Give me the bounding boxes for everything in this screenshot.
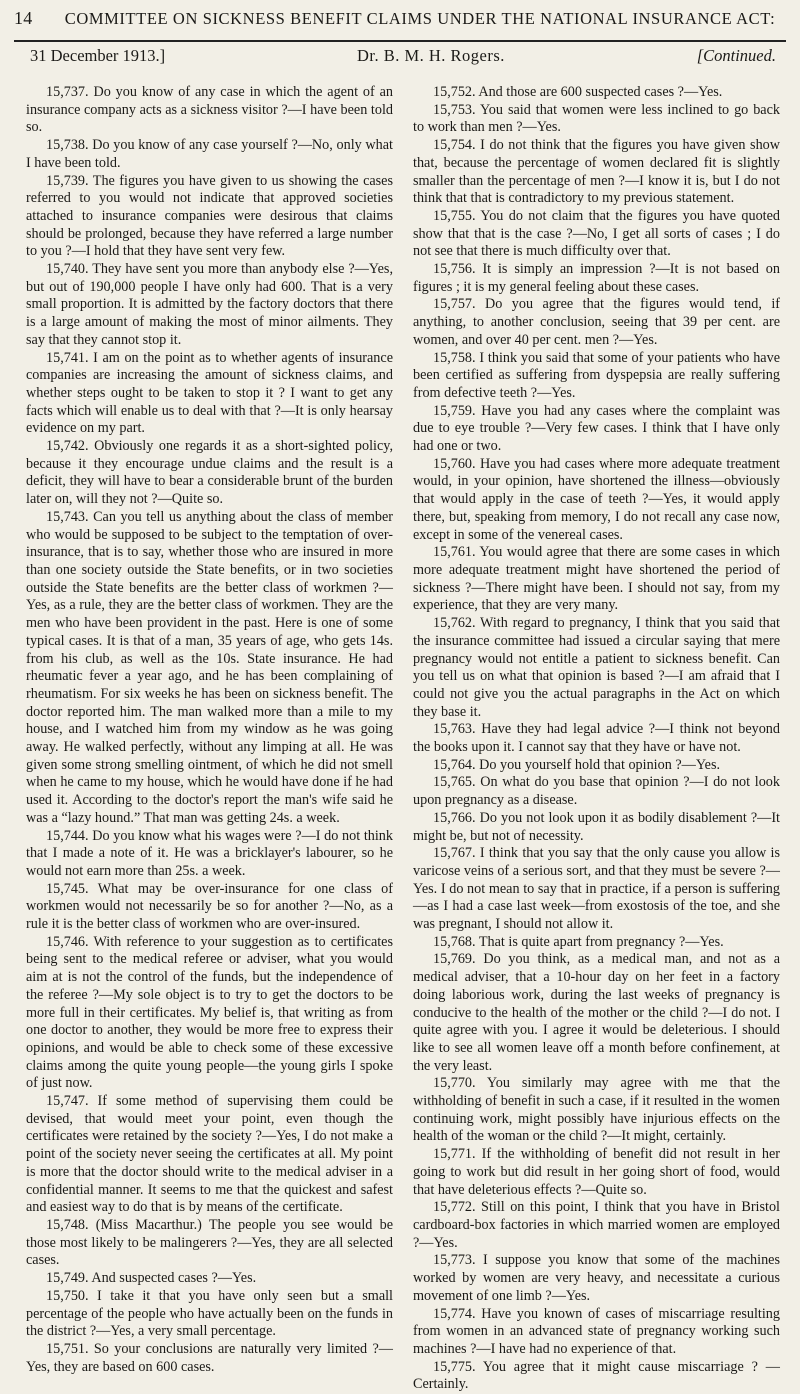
question-paragraph: 15,767. I think that you say that the only cause you allow is varicose veins of a serious sort, and that they must be severe ?—Yes. I do not mean to say that in practice, if a person is suffering—as I had a case last week—from exostosis of the toe, and she was pregnant, I should not allow it. [413, 845, 780, 933]
question-paragraph: 15,763. Have they had legal advice ?—I think not beyond the books upon it. I cannot say that they have or have not. [413, 721, 780, 756]
left-column [26, 84, 393, 1394]
page-number: 14 [14, 8, 33, 28]
question-paragraph: 15,766. Do you not look upon it as bodily disablement ?—It might be, but not of necessity. [413, 809, 780, 844]
header-rule [14, 40, 786, 42]
witness-name: Dr. B. M. H. Rogers. [356, 46, 505, 65]
question-paragraph: 15,765. On what do you base that opinion ?—I do not look upon pregnancy as a disease. [413, 774, 780, 809]
question-paragraph: 15,774. Have you known of cases of miscarriage resulting from women in an advanced state of pregnancy working such machines ?—I have had no experience of that. [413, 1305, 780, 1357]
question-paragraph: 15,737. Do you know of any case in which the agent of an insurance company acts as a sickness visitor ?—I have been told so. [26, 84, 393, 136]
question-paragraph: 15,753. You said that women were less inclined to go back to work than men ?—Yes. [413, 101, 780, 136]
question-paragraph: 15,739. The figures you have given to us showing the cases referred to you would not indicate that approved societies attached to insurance companies were desirous that claims should be prolonged, because they have referred a large number to you ?—I hold that they have sent very few. [26, 172, 393, 260]
question-paragraph: 15,770. You similarly may agree with me that the withholding of benefit in such a case, if it resulted in the women continuing work, might possibly have injurious effects on the health of the woman or the child ?—It might, certainly. [413, 1075, 780, 1145]
right-column [413, 84, 780, 1394]
question-paragraph: 15,761. You would agree that there are some cases in which more adequate treatment might have shortened the period of sickness ?—There might have been. I should not say, from my experience, that they are very many. [413, 544, 780, 614]
question-paragraph: 15,775. You agree that it might cause miscarriage ? —Certainly. [413, 1358, 780, 1393]
running-head [14, 8, 786, 29]
question-paragraph: 15,756. It is simply an impression ?—It is not based on figures ; it is my general feeling about these cases. [413, 261, 780, 295]
question-paragraph: 15,773. I suppose you know that some of the machines worked by women are very heavy, and necessitate a curious movement of one limb ?—Yes. [413, 1252, 780, 1304]
question-paragraph: 15,744. Do you know what his wages were ?—I do not think that I made a note of it. He was a bricklayer's labourer, so he would not earn more than 25s. a week. [26, 827, 393, 879]
running-title: COMMITTEE ON SICKNESS BENEFIT CLAIMS UNDER THE NATIONAL INSURANCE ACT: [64, 9, 776, 28]
question-paragraph: 15,751. So your conclusions are naturally very limited ?—Yes, they are based on 600 cases. [26, 1340, 393, 1375]
question-paragraph: 15,755. You do not claim that the figures you have quoted show that that is the case ?—No, I get all sorts of cases ; I do not see that there is much difficulty over that. [413, 207, 780, 260]
question-paragraph: 15,747. If some method of supervising them could be devised, that would meet your point, even though the certificates were retained by the society ?—Yes, I do not make a point of the society never seeing the certificates at all. My point is more that the doctor should write to the medical adviser in a confidential manner. It seems to me that the quickest and safest and easiest way to do that is by means of the certificate. [26, 1093, 393, 1216]
question-paragraph: 15,757. Do you agree that the figures would tend, if anything, to another conclusion, seeing that 39 per cent. are women, and over 40 per cent. men ?—Yes. [413, 296, 780, 348]
text-columns [26, 84, 780, 1394]
question-paragraph: 15,771. If the withholding of benefit did not result in her going to work but did result in her going short of food, would that have deleterious effects ?—Quite so. [413, 1146, 780, 1198]
question-paragraph: 15,752. And those are 600 suspected cases ?—Yes. [433, 84, 723, 100]
continued-label: [Continued. [696, 46, 776, 65]
question-paragraph: 15,760. Have you had cases where more adequate treatment would, in your opinion, have shortened the illness—obviously that would apply in the case of teeth ?—Yes, it would apply there, but, speaking from memory, I do not recall any case now, except in some of the venereal cases. [413, 455, 780, 543]
question-paragraph: 15,759. Have you had any cases where the complaint was due to eye trouble ?—Very few cases. I think that I have only had one or two. [413, 402, 780, 455]
question-paragraph: 15,772. Still on this point, I think that you have in Bristol cardboard-box factories in which married women are employed ?—Yes. [413, 1199, 780, 1251]
question-paragraph: 15,746. With reference to your suggestion as to certificates being sent to the medical referee or adviser, what you would aim at is not the control of the funds, but the independence of the referee ?—My sole object is to try to get the doctors to be more full in their certificates. My belief is, that writing as from one doctor to another, they would be more free to express their opinions, and would be able to check some of these excessive claims among the quite young people—the young girls I spoke of just now. [26, 933, 393, 1092]
question-paragraph: 15,743. Can you tell us anything about the class of member who would be supposed to be subject to the temptation of over-insurance, that is to say, whether those who are insured in more than one society outside the State benefits, or in two societies outside the State benefits are the better class of workmen ?—Yes, as a rule, they are the better class of workmen. They are the men who have been provident in the past. Here is one of some typical cases. It is that of a man, 35 years of age, who gets 14s. from his club, as well as the 10s. State insurance. He had rheumatic fever a year ago, and he has been complaining of rheumatism. For six weeks he has been on sickness benefit. The doctor reported him. The man walked more than a mile to my house, and I watched him from my window as he was going away. He walked perfectly, without any limping at all. He was given some strong smelling ointment, of which he did not smell when he came to my house, which he would have done if he had used it. According to the doctor's report the man's wife said he was a “lazy hound.” That man was getting 24s. a week. [26, 508, 393, 826]
question-paragraph: 15,742. Obviously one regards it as a short-sighted policy, because it they encourage undue claims and the result is a deficit, they will have to bear a considerable brunt of the burden later on, will they not ?—Quite so. [26, 438, 393, 508]
question-paragraph: 15,762. With regard to pregnancy, I think that you said that the insurance committee had issued a circular saying that mere pregnancy would not entitle a patient to sickness benefit. Can you tell us on what that opinion is based ?—I am afraid that I could not give you the actual paragraphs in the Act on which they base it. [413, 615, 780, 720]
subheading [30, 46, 776, 66]
sitting-date: 31 December 1913.] [30, 46, 166, 65]
question-paragraph: 15,748. (Miss Macarthur.) The people you see would be those most likely to be malingerers ?—Yes, they are all selected cases. [26, 1217, 393, 1269]
question-paragraph: 15,764. Do you yourself hold that opinion ?—Yes. [433, 756, 721, 773]
question-paragraph: 15,741. I am on the point as to whether agents of insurance companies are increasing the amount of sickness claims, and whether steps ought to be taken to stop it ? I want to get any facts which will enable us to deal with that ?—It is only hearsay evidence on my part. [26, 349, 393, 437]
question-paragraph: 15,758. I think you said that some of your patients who have been certified as suffering from dyspepsia are really suffering from defective teeth ?—Yes. [413, 349, 780, 401]
question-paragraph: 15,750. I take it that you have only seen but a small percentage of the people who have actually been on the funds in the district ?—Yes, a very small percentage. [26, 1287, 393, 1340]
question-paragraph: 15,769. Do you think, as a medical man, and not as a medical adviser, that a 10-hour day on her feet in a factory doing laborious work, during the last weeks of pregnancy is conducive to the health of the mother or the child ?—I do not. I quite agree with you. I agree it would be deleterious. I should like to see all women leave off a month before confinement, at the very least. [413, 951, 780, 1074]
question-paragraph: 15,745. What may be over-insurance for one class of workmen would not necessarily be so for another ?—No, as a rule it is the better class of workmen who are over-insured. [26, 880, 393, 933]
question-paragraph: 15,768. That is quite apart from pregnancy ?—Yes. [433, 933, 724, 950]
question-paragraph: 15,749. And suspected cases ?—Yes. [46, 1270, 257, 1287]
question-paragraph: 15,738. Do you know of any case yourself ?—No, only what I have been told. [26, 137, 393, 171]
question-paragraph: 15,740. They have sent you more than anybody else ?—Yes, but out of 190,000 people I have only had 600. That is a very small proportion. It is admitted by the factory doctors that there is a large amount of making the most of minor ailments. They say that they cannot stop it. [26, 261, 393, 348]
question-paragraph: 15,754. I do not think that the figures you have given show that, because the percentage of women declared fit is slightly smaller than the percentage of men ?—I know it is, but I do not think that that is contradictory to my previous statement. [413, 137, 780, 207]
